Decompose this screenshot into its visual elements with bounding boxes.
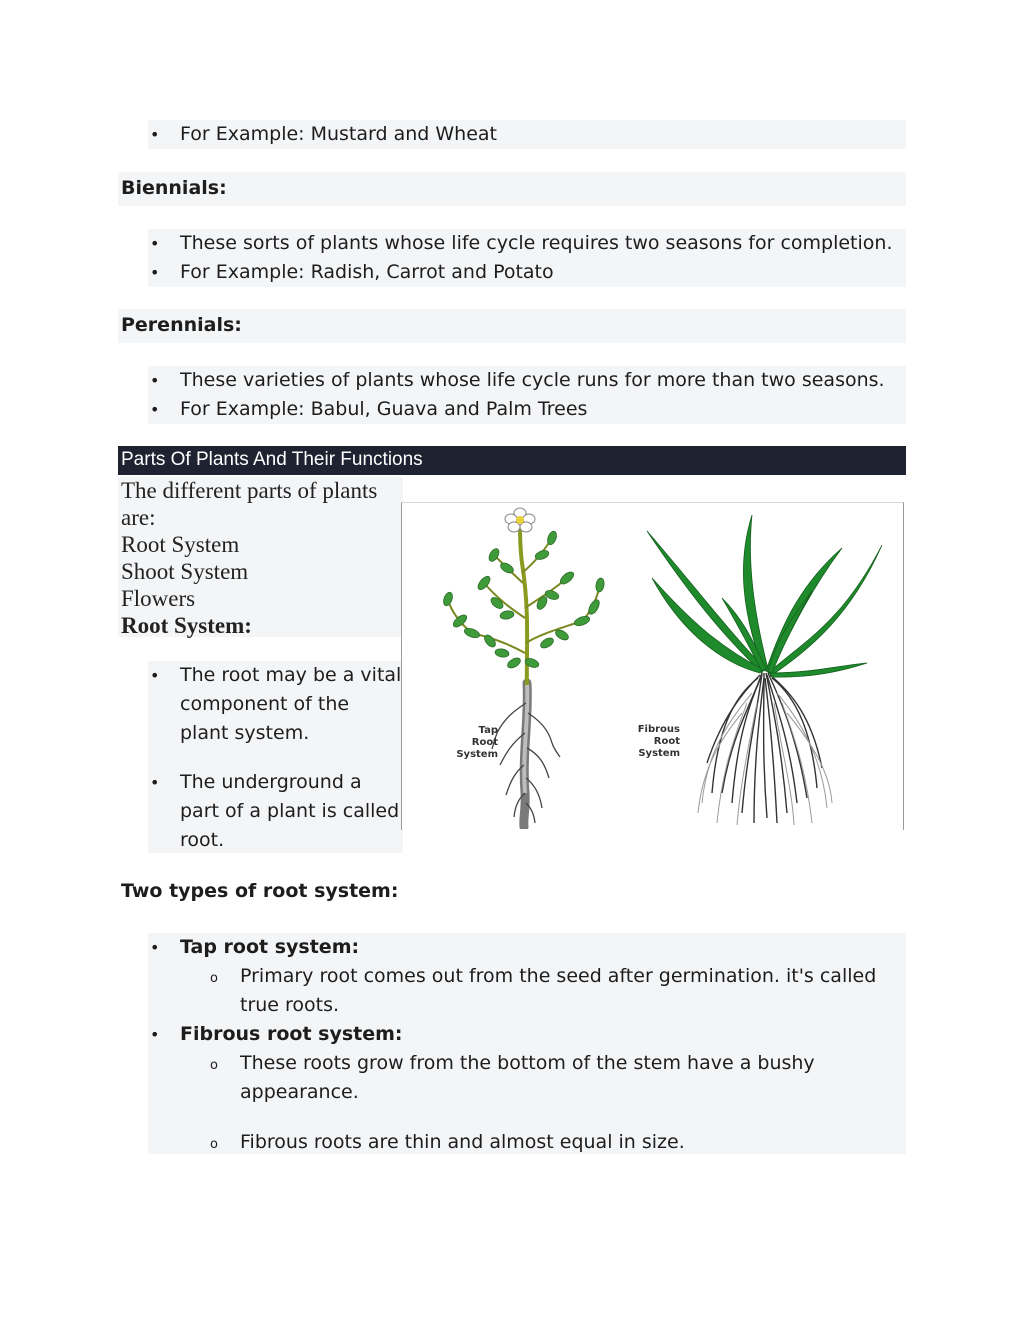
list-item-text: For Example: Babul, Guava and Palm Trees <box>180 398 588 420</box>
sub-list-line: o These roots grow from the bottom of the stem have a bushy <box>240 1052 815 1074</box>
part-item: Root System <box>121 532 240 557</box>
root-points-list <box>148 661 403 853</box>
list-item-line: root. <box>180 829 225 851</box>
list-item <box>148 229 906 258</box>
fibrous-label-line: Root <box>653 736 680 747</box>
fibrous-root-plant <box>647 515 882 825</box>
list-item <box>148 258 906 287</box>
sub-list-item <box>208 1128 906 1157</box>
perennials-heading: Perennials: <box>118 309 906 343</box>
tap-root-block <box>148 933 906 1020</box>
parts-intro <box>118 477 403 637</box>
list-item <box>148 395 906 424</box>
tap-label-line: System <box>456 749 498 760</box>
list-item <box>148 933 906 962</box>
leaf-cluster <box>442 530 605 670</box>
sub-list-line: o Primary root comes out from the seed after germination. it's called <box>240 965 877 987</box>
list-item <box>148 661 403 748</box>
list-item <box>148 120 906 149</box>
list-item-text: These varieties of plants whose life cycle runs for more than two seasons. <box>180 369 885 391</box>
types-heading: Two types of root system: <box>121 880 399 902</box>
list-item <box>148 366 906 395</box>
list-item <box>148 768 403 855</box>
list-item-text: For Example: Mustard and Wheat <box>180 123 497 145</box>
part-item: Flowers <box>121 586 196 611</box>
sub-list-line: true roots. <box>240 994 340 1016</box>
sub-list-line: o Fibrous roots are thin and almost equal in size. <box>240 1131 685 1153</box>
tap-label-line: Tap <box>478 725 498 736</box>
sub-list-item <box>208 1049 906 1107</box>
list-item-line: • The underground a <box>180 771 362 793</box>
root-systems-figure <box>401 502 904 830</box>
list-item-line: • The root may be a vital <box>180 664 402 686</box>
section-banner: Parts Of Plants And Their Functions <box>118 446 906 475</box>
intro-line: are: <box>121 505 156 530</box>
sub-list-item <box>208 962 906 1020</box>
tap-root-title: Tap root system: <box>180 936 360 958</box>
root-system-heading: Root System: <box>121 613 252 638</box>
list-item-text: For Example: Radish, Carrot and Potato <box>180 261 554 283</box>
root-systems-illustration <box>402 503 903 829</box>
flower-icon <box>505 508 535 532</box>
biennials-list <box>148 229 906 287</box>
list-item-line: component of the <box>180 693 350 715</box>
fibrous-root-title: Fibrous root system: <box>180 1023 403 1045</box>
annuals-example-block <box>148 120 906 149</box>
list-item-text: These sorts of plants whose life cycle requires two seasons for completion. <box>180 232 893 254</box>
sub-list-line: appearance. <box>240 1081 359 1103</box>
intro-line: The different parts of plants <box>121 478 378 503</box>
fibrous-label-line: System <box>638 748 680 759</box>
tap-root-plant <box>442 508 605 827</box>
grass-blades <box>647 515 882 677</box>
fibrous-root-block <box>148 1020 906 1154</box>
list-item-line: part of a plant is called <box>180 800 400 822</box>
list-item <box>148 1020 906 1049</box>
part-item: Shoot System <box>121 559 249 584</box>
list-item-line: plant system. <box>180 722 310 744</box>
tap-label-line: Root <box>471 737 498 748</box>
biennials-heading: Biennials: <box>118 172 906 206</box>
perennials-list <box>148 366 906 424</box>
fibrous-label-line: Fibrous <box>637 724 680 735</box>
